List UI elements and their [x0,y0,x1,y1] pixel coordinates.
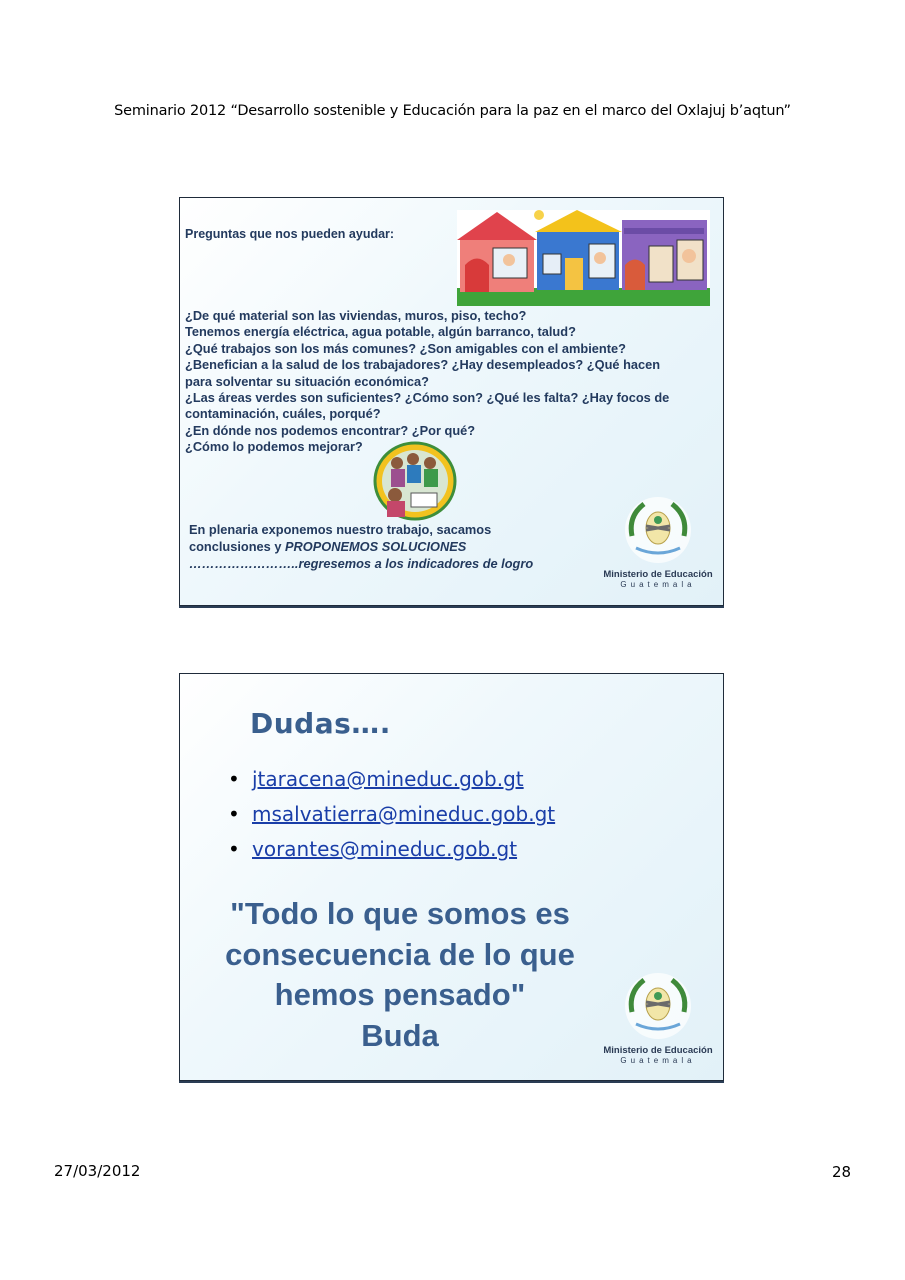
page-date: 27/03/2012 [54,1162,141,1180]
footer-line [189,555,589,572]
footer-line [189,538,589,555]
list-item [228,762,555,797]
question-item: ¿Las áreas verdes son suficientes? ¿Cómo son? ¿Qué les falta? ¿Hay focos de [185,390,670,406]
page-number: 28 [832,1163,852,1181]
quote-author: Buda [361,1017,439,1053]
question-item: ¿Benefician a la salud de los trabajadores? ¿Hay desempleados? ¿Qué hacen [185,357,661,373]
ministry-logo [603,972,713,1072]
meeting-illustration [373,441,457,521]
quote-line: consecuencia de lo que [225,936,575,972]
coat-of-arms-icon [618,972,698,1040]
quote-line: hemos pensado" [274,977,526,1012]
logo-name: Ministerio de Educación [603,1045,713,1056]
logo-subtitle: Guatemala [620,1056,696,1065]
question-item: ¿Qué trabajos son los más comunes? ¿Son amigables con el ambiente? [185,340,626,356]
slide-preguntas [179,197,724,606]
logo-subtitle: Guatemala [620,580,696,589]
list-item [228,832,555,867]
coat-of-arms-icon [618,496,698,564]
email-list [228,762,555,867]
quote-line: "Todo lo que somos es [230,896,570,931]
ministry-logo [603,496,713,596]
slide-title: Preguntas que nos pueden ayudar: [185,227,395,241]
houses-illustration [457,210,710,306]
footer-emphasis: PROPONEMOS SOLUCIONES [285,539,467,554]
slide-title: Dudas…. [250,707,391,740]
quote [190,894,610,1056]
footer-line: En plenaria exponemos nuestro trabajo, sacamos [189,522,492,537]
logo-name: Ministerio de Educación [603,569,713,580]
list-item [228,797,555,832]
question-item: Tenemos energía eléctrica, agua potable, algún barranco, talud? [185,324,576,340]
question-item: para solventar su situación económica? [185,373,429,389]
email-link[interactable]: jtaracena@mineduc.gob.gt [252,767,524,791]
email-link[interactable]: msalvatierra@mineduc.gob.gt [252,802,556,826]
question-item: ¿Cómo lo podemos mejorar? [185,439,363,455]
question-item: ¿De qué material son las viviendas, muros, piso, techo? [185,308,527,323]
slide-footer-text [189,521,589,572]
question-item: ¿En dónde nos podemos encontrar? ¿Por qué? [185,422,476,438]
email-link[interactable]: vorantes@mineduc.gob.gt [252,837,518,861]
footer-prefix: conclusiones y [189,539,286,554]
page-header-title: Seminario 2012 “Desarrollo sostenible y Educación para la paz en el marco del Oxlajuj b’aqtun” [114,103,791,119]
question-item: contaminación, cuáles, porqué? [185,406,381,422]
footer-indicators: ……………………..regresemos a los indicadores de logro [189,556,534,571]
slide-dudas [179,673,724,1081]
questions-list [185,308,715,456]
